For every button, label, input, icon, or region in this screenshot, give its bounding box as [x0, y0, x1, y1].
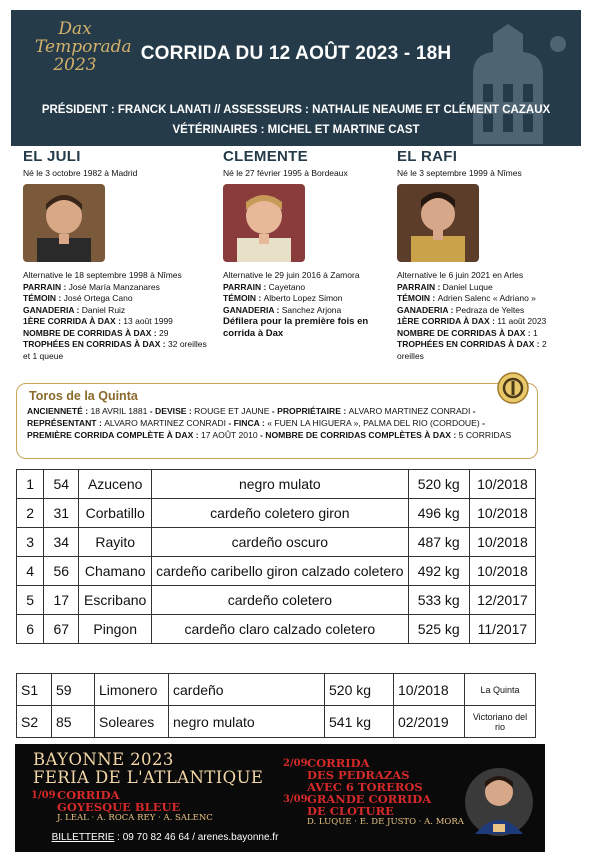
debut-note: Défilera pour la première fois en corrida à Dax [223, 316, 369, 339]
nombre-row: NOMBRE DE CORRIDAS À DAX : 29 [23, 327, 169, 338]
ad-subtitle: FERIA DE L'ATLANTIQUE [33, 768, 264, 787]
ganaderia-row: GANADERIA : Daniel Ruiz [23, 304, 126, 315]
bull-number-cell: 17 [44, 586, 79, 615]
bull-coat-cell: cardeño claro calzado coletero [152, 615, 408, 644]
parrain-row: PARRAIN : Daniel Luque [397, 281, 493, 292]
event1-date: 1/09 [31, 790, 56, 801]
bull-order-cell: 3 [17, 528, 44, 557]
event2-date: 2/09 [283, 758, 308, 769]
bull-coat-cell: cardeño coletero [152, 586, 408, 615]
bull-weight-cell: 492 kg [408, 557, 469, 586]
torero-clemente [223, 148, 383, 340]
torero-birth: Né le 3 septembre 1999 à Nîmes [397, 168, 522, 178]
bull-number-cell: 31 [44, 499, 79, 528]
bull-name-cell: Azuceno [79, 470, 152, 499]
bull-ganaderia-cell: Victoriano del rio [465, 706, 536, 738]
event3-toreros: D. LUQUE · E. DE JUSTO · A. MORA [307, 817, 464, 827]
ganaderia-info-box [16, 383, 538, 459]
bull-name-cell: Limonero [95, 674, 169, 706]
torero-photo [397, 184, 479, 262]
bull-birth-cell: 10/2018 [469, 528, 535, 557]
parrain-row: PARRAIN : Cayetano [223, 281, 306, 292]
billetterie-info: : 09 70 82 46 64 / arenes.bayonne.fr [114, 832, 279, 843]
bull-order-cell: S2 [17, 706, 52, 738]
ganaderia-brand-icon [497, 372, 529, 404]
bull-coat-cell: negro mulato [169, 706, 325, 738]
bayonne-feria-ad[interactable] [15, 744, 545, 852]
torero-name: EL RAFI [397, 148, 458, 165]
event2-title-a: CORRIDA [307, 756, 370, 770]
logo-line-temporada: Temporada [35, 37, 132, 57]
vets-line: VÉTÉRINAIRES : MICHEL ET MARTINE CAST [172, 124, 420, 136]
reserve-bulls-table [16, 673, 536, 738]
torero-name: EL JULI [23, 148, 81, 165]
table-row [17, 674, 536, 706]
bull-birth-cell: 12/2017 [469, 586, 535, 615]
bull-number-cell: 34 [44, 528, 79, 557]
torero-photo [23, 184, 105, 262]
event3-date: 3/09 [283, 794, 308, 805]
bulls-table [16, 469, 536, 644]
premiere-row: 1ÈRE CORRIDA À DAX : 11 août 2023 [397, 316, 547, 326]
bull-order-cell: 4 [17, 557, 44, 586]
bull-name-cell: Soleares [95, 706, 169, 738]
bull-weight-cell: 496 kg [408, 499, 469, 528]
bull-number-cell: 67 [44, 615, 79, 644]
billetterie-label: BILLETTERIE [51, 832, 115, 843]
table-row [17, 706, 536, 738]
temoin-row: TÉMOIN : Alberto Lopez Simon [223, 293, 343, 303]
bull-weight-cell: 541 kg [325, 706, 394, 738]
event3-title-a: GRANDE CORRIDA [307, 792, 432, 806]
table-row [17, 528, 536, 557]
bulls-table-body [17, 470, 536, 644]
ad-torero-photo [463, 762, 535, 842]
bull-name-cell: Rayito [79, 528, 152, 557]
event2-title-b: DES PEDRAZAS [307, 768, 410, 782]
logo-line-year: 2023 [53, 55, 97, 75]
table-row [17, 615, 536, 644]
temoin-row: TÉMOIN : Adrien Salenc « Adriano » [397, 293, 536, 303]
event2-title-c: AVEC 6 TOREROS [307, 780, 423, 794]
torero-birth: Né le 27 février 1995 à Bordeaux [223, 168, 348, 178]
event1-toreros: J. LEAL · A. ROCA REY · A. SALENC [57, 813, 213, 823]
bull-birth-cell: 11/2017 [469, 615, 535, 644]
bull-weight-cell: 533 kg [408, 586, 469, 615]
bull-weight-cell: 487 kg [408, 528, 469, 557]
ganaderia-row: GANADERIA : Sanchez Arjona [223, 304, 342, 315]
parrain-row: PARRAIN : José María Manzanares [23, 281, 160, 292]
bull-coat-cell: cardeño oscuro [152, 528, 408, 557]
bull-name-cell: Escribano [79, 586, 152, 615]
bull-birth-cell: 02/2019 [394, 706, 465, 738]
bull-coat-cell: cardeño [169, 674, 325, 706]
torero-el-rafi [397, 148, 562, 362]
bull-ganaderia-cell: La Quinta [465, 674, 536, 706]
bull-name-cell: Corbatillo [79, 499, 152, 528]
logo-line-dax: Dax [58, 19, 92, 39]
torero-facts [397, 270, 562, 362]
bull-birth-cell: 10/2018 [469, 499, 535, 528]
bull-order-cell: 5 [17, 586, 44, 615]
alternative: Alternative le 18 septembre 1998 à Nîmes [23, 270, 182, 280]
bull-order-cell: 6 [17, 615, 44, 644]
bull-number-cell: 85 [52, 706, 95, 738]
temoin-row: TÉMOIN : José Ortega Cano [23, 293, 133, 303]
officials-block [11, 100, 581, 140]
president-line: PRÉSIDENT : FRANCK LANATI // ASSESSEURS : NATHALIE NEAUME ET CLÉMENT CAZAUX [41, 104, 551, 116]
bull-name-cell: Pingon [79, 615, 152, 644]
nombre-row: NOMBRE DE CORRIDAS À DAX : 1 [397, 327, 538, 338]
bull-birth-cell: 10/2018 [394, 674, 465, 706]
bull-coat-cell: negro mulato [152, 470, 408, 499]
torero-facts [23, 270, 208, 362]
alternative: Alternative le 29 juin 2016 à Zamora [223, 270, 360, 280]
event1-title-b: GOYESQUE BLEUE [57, 800, 181, 814]
reserve-bulls-table-body [17, 674, 536, 738]
bull-coat-cell: cardeño caribello giron calzado coletero [152, 557, 408, 586]
ad-ticketing[interactable] [15, 832, 315, 843]
bull-birth-cell: 10/2018 [469, 470, 535, 499]
table-row [17, 586, 536, 615]
bull-weight-cell: 520 kg [325, 674, 394, 706]
torero-name: CLEMENTE [223, 148, 308, 165]
ganaderia-row: GANADERIA : Pedraza de Yeltes [397, 304, 525, 315]
premiere-row: 1ÈRE CORRIDA À DAX : 13 août 1999 [23, 316, 173, 326]
bull-number-cell: 56 [44, 557, 79, 586]
trophees-row: TROPHÉES EN CORRIDAS À DAX : 2 oreilles [397, 339, 547, 361]
bull-birth-cell: 10/2018 [469, 557, 535, 586]
bull-order-cell: 2 [17, 499, 44, 528]
header-banner [11, 10, 581, 146]
ad-title: BAYONNE 2023 [33, 750, 174, 769]
table-row [17, 499, 536, 528]
trophees-row: TROPHÉES EN CORRIDAS À DAX : 32 oreilles et 1 queue [23, 339, 207, 361]
table-row [17, 557, 536, 586]
ganaderia-details: ANCIENNETÉ : 18 AVRIL 1881 - DEVISE : ROUGE ET JAUNE - PROPRIÉTAIRE : ALVARO MARTINEZ CONRADI - REPRÉSENTANT : ALVARO MARTINEZ CONRADI - FINCA : « FUEN LA HIGUERA », PALMA DEL RIO (CORDOUE) - PREMIÈRE CORRIDA COMPLÈTE À DAX : 17 AOÛT 2010 - NOMBRE DE CORRIDAS COMPLÈTES À DAX : 5 CORRIDAS [27, 406, 512, 441]
bull-order-cell: 1 [17, 470, 44, 499]
torero-facts [223, 270, 383, 340]
bull-number-cell: 59 [52, 674, 95, 706]
table-row [17, 470, 536, 499]
page-title: CORRIDA DU 12 AOÛT 2023 - 18H [140, 43, 452, 64]
bull-order-cell: S1 [17, 674, 52, 706]
torero-birth: Né le 3 octobre 1982 à Madrid [23, 168, 138, 178]
bull-weight-cell: 525 kg [408, 615, 469, 644]
bull-number-cell: 54 [44, 470, 79, 499]
torero-el-juli [23, 148, 208, 362]
bull-weight-cell: 520 kg [408, 470, 469, 499]
bull-name-cell: Chamano [79, 557, 152, 586]
ganaderia-name: Toros de la Quinta [29, 389, 138, 403]
alternative: Alternative le 6 juin 2021 en Arles [397, 270, 524, 280]
torero-photo [223, 184, 305, 262]
event3-title-b: DE CLOTURE [307, 804, 394, 818]
event1-title-a: CORRIDA [57, 788, 120, 802]
bull-coat-cell: cardeño coletero giron [152, 499, 408, 528]
